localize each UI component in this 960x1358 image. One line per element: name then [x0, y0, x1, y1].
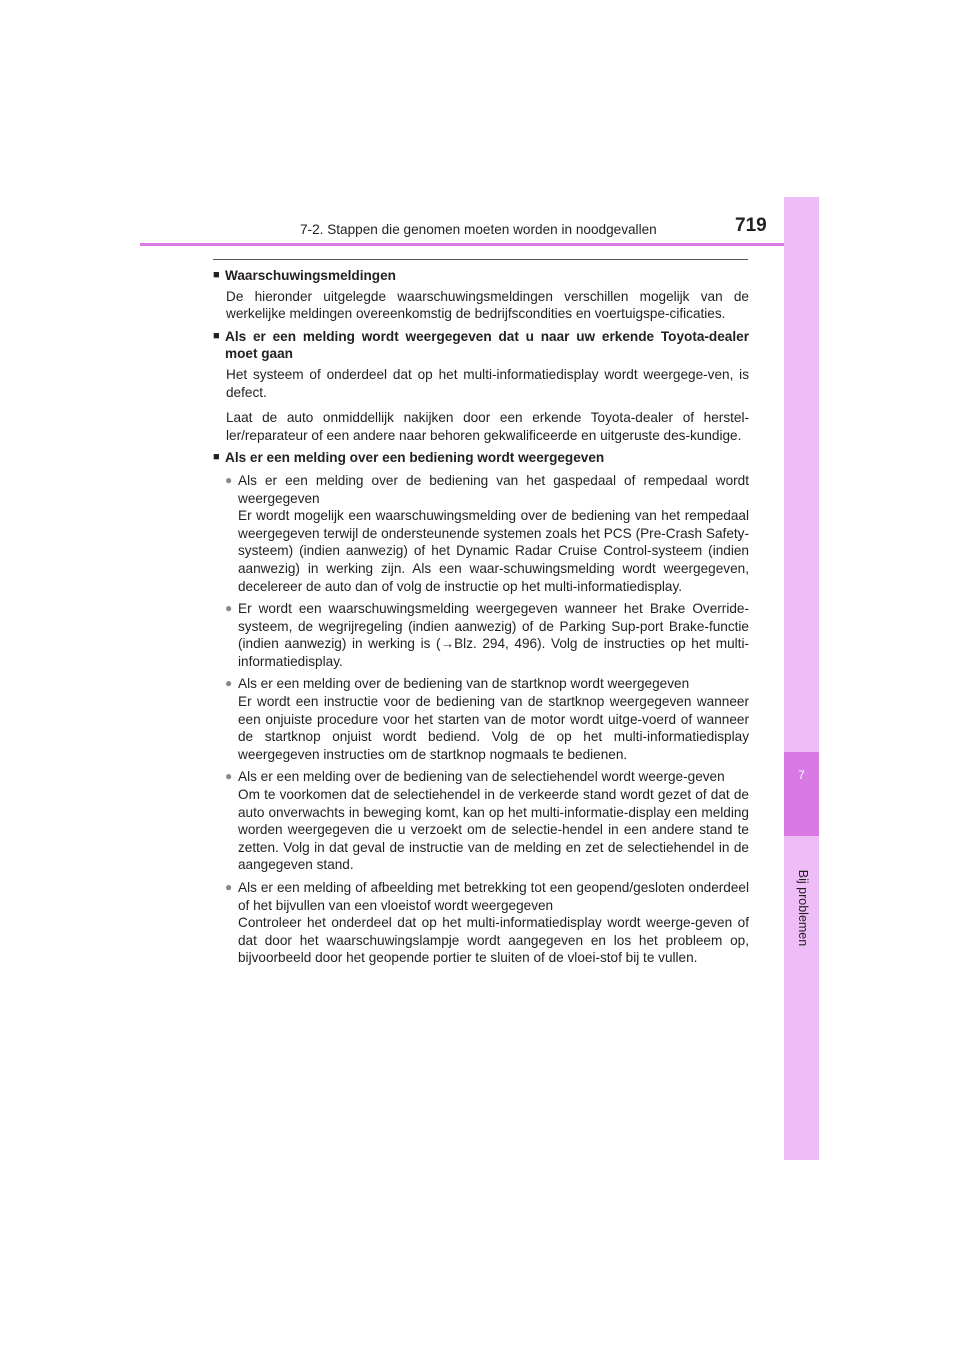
list-item-title: Als er een melding over de bediening van de selectiehendel wordt weerge-geven	[238, 769, 725, 785]
section-heading-text: Waarschuwingsmeldingen	[225, 268, 396, 283]
list-item-body: Om te voorkomen dat de selectiehendel in de verkeerde stand wordt gezet of dat de auto onverwachts in beweging komt, kan op het multi-informatie-display een melding worden weergegeven die u verzoekt om de selectie-hendel in een andere stand te zetten. Volg in dat geval de instructie van de melding en zet de selectiehendel in de aangegeven stand.	[238, 787, 749, 873]
paragraph: Laat de auto onmiddellijk nakijken door een erkende Toyota-dealer of herstel-ler/reparateur of een andere naar behoren gekwalificeerde en uitgeruste des-kundige.	[226, 410, 749, 443]
round-bullet-icon: ●	[225, 676, 233, 691]
list-item-title: Als er een melding over de bediening van het gaspedaal of rempedaal wordt weergegeven	[238, 472, 749, 506]
chapter-tab-marker	[784, 752, 819, 836]
square-bullet-icon: ■	[213, 269, 220, 281]
round-bullet-icon: ●	[225, 880, 233, 894]
paragraph: De hieronder uitgelegde waarschuwingsmeldingen verschillen mogelijk van de werkelijke meldingen overeenkomstig de bedrijfscondities en voertuigspe-cificaties.	[226, 288, 749, 322]
page-content	[213, 267, 749, 967]
list-item-body: Er wordt mogelijk een waarschuwingsmelding over de bediening van het rempedaal weergegeven terwijl de ondersteunende systemen zoals het PCS (Pre-Crash Safety-systeem) (indien aanwezig) of het Dynamic Radar Cruise Control-systeem (indien aanwezig) in werking zijn. Als een waar-schuwingsmelding wordt weergegeven, decelereer de auto dan of volg de instructie op het multi-informatiedisplay.	[238, 508, 749, 594]
list-item-body: Controleer het onderdeel dat op het multi-informatiedisplay wordt weerge-geven of dat door het waarschuwingslampje wordt aangegeven en los het probleem op, bijvoorbeeld door het geopende portier te sluiten of de vloei-stof bij te vullen.	[238, 915, 749, 966]
section-heading-text: Als er een melding over een bediening wordt weergegeven	[225, 450, 605, 466]
list-item	[225, 472, 749, 595]
section-heading-text: Als er een melding wordt weergegeven dat u naar uw erkende Toyota-dealer moet gaan	[225, 328, 749, 362]
paragraph: Het systeem of onderdeel dat op het multi-informatiedisplay wordt weergege-ven, is defect.	[226, 366, 749, 400]
list-item-title: Als er een melding of afbeelding met betrekking tot een geopend/gesloten onderdeel of het bijvullen van een vloeistof wordt weergegeven	[238, 880, 749, 913]
content-top-rule	[213, 259, 748, 260]
header-rule	[140, 243, 784, 246]
square-bullet-icon: ■	[213, 329, 220, 342]
section-heading	[213, 449, 749, 467]
section-heading	[213, 328, 749, 363]
round-bullet-icon: ●	[225, 601, 233, 616]
list-item-title: Er wordt een waarschuwingsmelding weergegeven wanneer het Brake Override-systeem, de wegrijregeling (indien aanwezig) of de Parking Sup-port Brake-functie (indien aanwezig) in werking is (→Blz. 294, 496). Volg de instructies op het multi-informatiedisplay.	[238, 601, 749, 669]
list-item	[225, 675, 749, 763]
list-item	[225, 879, 749, 967]
page-number: 719	[735, 215, 767, 236]
round-bullet-icon: ●	[225, 769, 233, 784]
list-item-body: Er wordt een instructie voor de bediening van de startknop weergegeven wanneer een onjuiste procedure voor het starten van de motor wordt uitge-voerd of wanneer de startknop onjuist wordt bediend. Volg de op het multi-informatiedisplay weergegeven instructies om de startknop nogmaals te bedienen.	[238, 694, 749, 762]
list-item	[225, 600, 749, 670]
list-item-title: Als er een melding over de bediening van de startknop wordt weergegeven	[238, 676, 690, 692]
chapter-number: 7	[798, 768, 805, 782]
chapter-tab	[784, 197, 819, 1160]
chapter-label: Bij problemen	[796, 869, 810, 947]
section-heading	[213, 267, 749, 285]
section-title: 7-2. Stappen die genomen moeten worden in noodgevallen	[300, 222, 657, 237]
list-item	[225, 768, 749, 874]
square-bullet-icon: ■	[213, 451, 220, 464]
round-bullet-icon: ●	[225, 472, 233, 487]
